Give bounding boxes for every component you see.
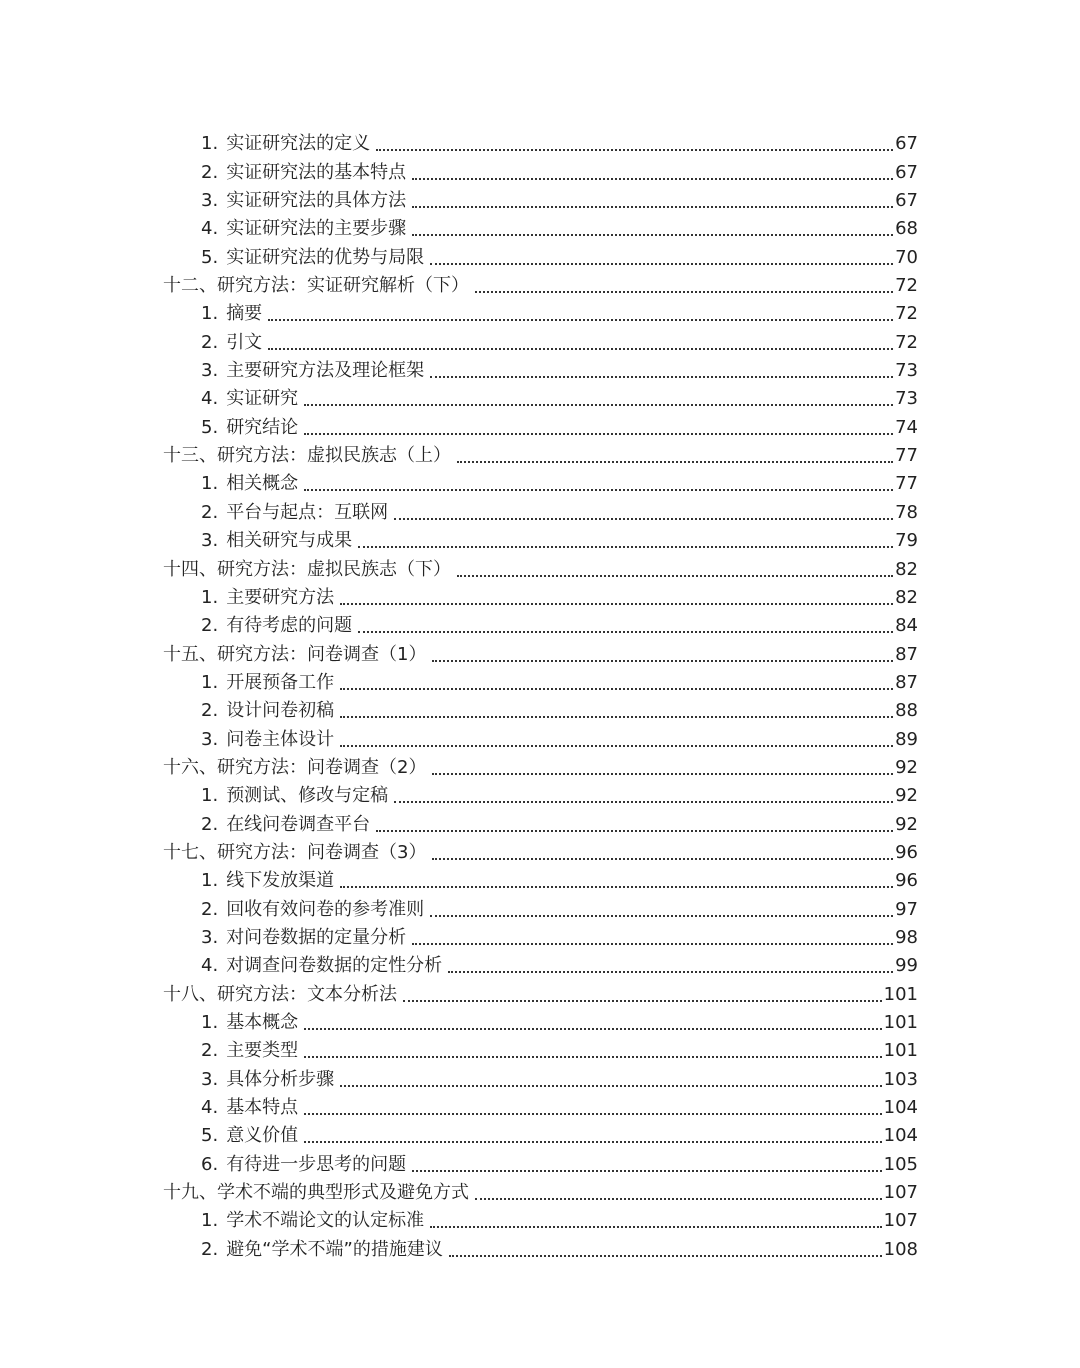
page-number: 104 (883, 1125, 918, 1147)
page-number: 78 (895, 501, 918, 523)
toc-entry[interactable] (163, 272, 918, 300)
dot-leader (432, 858, 893, 860)
toc-entry[interactable] (163, 725, 918, 753)
entry-title: 研究结论 (226, 416, 299, 438)
page-number: 88 (895, 700, 918, 722)
dot-leader (430, 376, 893, 378)
page-number: 107 (883, 1210, 918, 1232)
page-number: 97 (895, 898, 918, 920)
dot-leader (340, 716, 893, 718)
entry-title: 相关概念 (226, 473, 299, 495)
entry-title: 实证研究法的主要步骤 (226, 218, 407, 240)
page-number: 101 (883, 1040, 918, 1062)
toc-entry[interactable] (163, 1094, 918, 1122)
dot-leader (304, 1056, 881, 1058)
toc-entry[interactable] (163, 867, 918, 895)
dot-leader (412, 943, 893, 945)
toc-entry[interactable] (163, 442, 918, 470)
toc-entry[interactable] (163, 1235, 918, 1263)
entry-title: 平台与起点：互联网 (226, 501, 389, 523)
toc-entry[interactable] (163, 640, 918, 668)
page-number: 74 (895, 416, 918, 438)
entry-number: 1. (201, 133, 219, 155)
entry-number: 3. (201, 530, 219, 552)
dot-leader (304, 1113, 881, 1115)
toc-entry[interactable] (163, 555, 918, 583)
toc-entry[interactable] (163, 215, 918, 243)
page-number: 72 (895, 331, 918, 353)
entry-title: 基本特点 (226, 1097, 299, 1119)
page-number: 67 (895, 190, 918, 212)
toc-entry[interactable] (163, 300, 918, 328)
toc-entry[interactable] (163, 980, 918, 1008)
page-number: 103 (883, 1068, 918, 1090)
dot-leader (340, 688, 893, 690)
table-of-contents (163, 130, 918, 1264)
page-number: 72 (895, 275, 918, 297)
toc-entry[interactable] (163, 612, 918, 640)
entry-title: 十五、研究方法：问卷调查（1） (163, 643, 427, 665)
page-number: 87 (895, 671, 918, 693)
toc-entry[interactable] (163, 187, 918, 215)
toc-entry[interactable] (163, 839, 918, 867)
page-number: 99 (895, 955, 918, 977)
entry-title: 在线问卷调查平台 (226, 813, 371, 835)
page-number: 73 (895, 360, 918, 382)
entry-title: 主要研究方法 (226, 586, 335, 608)
toc-entry[interactable] (163, 470, 918, 498)
dot-leader (430, 1226, 881, 1228)
page-number: 84 (895, 615, 918, 637)
dot-leader (412, 206, 893, 208)
entry-title: 问卷主体设计 (226, 728, 335, 750)
dot-leader (376, 149, 893, 151)
page-number: 92 (895, 813, 918, 835)
page-number: 67 (895, 133, 918, 155)
entry-number: 2. (201, 161, 219, 183)
page-number: 89 (895, 728, 918, 750)
dot-leader (358, 546, 893, 548)
entry-number: 6. (201, 1153, 219, 1175)
entry-title: 开展预备工作 (226, 671, 335, 693)
entry-title: 实证研究法的优势与局限 (226, 246, 425, 268)
entry-title: 实证研究法的定义 (226, 133, 371, 155)
page-number: 77 (895, 473, 918, 495)
page-number: 101 (883, 1012, 918, 1033)
toc-entry[interactable] (163, 1122, 918, 1150)
dot-leader (403, 1000, 882, 1002)
dot-leader (394, 518, 893, 520)
toc-entry[interactable] (163, 924, 918, 952)
toc-entry[interactable] (163, 158, 918, 186)
toc-entry[interactable] (163, 1150, 918, 1178)
page-number: 92 (895, 785, 918, 807)
page-number: 68 (895, 218, 918, 240)
page-number: 79 (895, 530, 918, 552)
entry-title: 学术不端论文的认定标准 (226, 1210, 425, 1232)
entry-title: 基本概念 (226, 1012, 299, 1033)
entry-number: 1. (201, 870, 219, 892)
entry-title: 有待进一步思考的问题 (226, 1153, 407, 1175)
entry-number: 4. (201, 1097, 219, 1119)
entry-number: 1. (201, 473, 219, 495)
toc-entry[interactable] (163, 498, 918, 526)
entry-title: 主要类型 (226, 1040, 299, 1062)
dot-leader (432, 660, 893, 662)
page-number: 96 (895, 841, 918, 863)
entry-number: 3. (201, 1068, 219, 1090)
dot-leader (358, 631, 893, 633)
entry-number: 5. (201, 246, 219, 268)
page-number: 108 (883, 1238, 918, 1260)
toc-entry[interactable] (163, 1207, 918, 1235)
entry-title: 主要研究方法及理论框架 (226, 360, 425, 382)
entry-number: 1. (201, 303, 219, 325)
toc-entry[interactable] (163, 895, 918, 923)
toc-entry[interactable] (163, 1009, 918, 1037)
entry-number: 5. (201, 416, 219, 438)
entry-title: 有待考虑的问题 (226, 615, 353, 637)
page-number: 82 (895, 558, 918, 580)
entry-number: 1. (201, 785, 219, 807)
dot-leader (304, 404, 893, 406)
toc-entry[interactable] (163, 669, 918, 697)
entry-title: 避免“学术不端”的措施建议 (226, 1238, 443, 1260)
entry-number: 2. (201, 615, 219, 637)
entry-title: 十八、研究方法：文本分析法 (163, 983, 397, 1005)
page-number: 92 (895, 756, 918, 778)
entry-title: 引文 (226, 331, 263, 353)
entry-title: 摘要 (226, 303, 263, 325)
entry-title: 对调查问卷数据的定性分析 (226, 955, 443, 977)
dot-leader (268, 319, 893, 321)
dot-leader (457, 461, 893, 463)
dot-leader (412, 1170, 881, 1172)
entry-title: 线下发放渠道 (226, 870, 335, 892)
dot-leader (475, 1198, 882, 1200)
dot-leader (340, 603, 893, 605)
entry-title: 十四、研究方法：虚拟民族志（下） (163, 558, 451, 580)
toc-entry[interactable] (163, 243, 918, 271)
toc-entry[interactable] (163, 1065, 918, 1093)
entry-number: 3. (201, 728, 219, 750)
page-number: 107 (883, 1182, 918, 1204)
toc-entry[interactable] (163, 130, 918, 158)
entry-title: 相关研究与成果 (226, 530, 353, 552)
toc-entry[interactable] (163, 527, 918, 555)
dot-leader (475, 291, 893, 293)
entry-number: 4. (201, 388, 219, 410)
page-number: 73 (895, 388, 918, 410)
entry-number: 3. (201, 360, 219, 382)
entry-title: 十九、学术不端的典型形式及避免方式 (163, 1182, 469, 1204)
dot-leader (457, 575, 893, 577)
dot-leader (449, 1255, 882, 1257)
page-number: 87 (895, 643, 918, 665)
entry-title: 十二、研究方法：实证研究解析（下） (163, 275, 469, 297)
entry-number: 4. (201, 218, 219, 240)
dot-leader (304, 1141, 881, 1143)
entry-number: 2. (201, 1040, 219, 1062)
entry-title: 对问卷数据的定量分析 (226, 926, 407, 948)
entry-number: 2. (201, 1238, 219, 1260)
page-number: 72 (895, 303, 918, 325)
entry-number: 3. (201, 926, 219, 948)
dot-leader (340, 1085, 881, 1087)
page-number: 104 (883, 1097, 918, 1119)
entry-title: 十三、研究方法：虚拟民族志（上） (163, 445, 451, 467)
toc-entry[interactable] (163, 413, 918, 441)
entry-number: 2. (201, 813, 219, 835)
entry-title: 回收有效问卷的参考准则 (226, 898, 425, 920)
toc-entry[interactable] (163, 782, 918, 810)
entry-title: 实证研究法的具体方法 (226, 190, 407, 212)
dot-leader (430, 263, 893, 265)
toc-entry[interactable] (163, 697, 918, 725)
toc-entry[interactable] (163, 357, 918, 385)
entry-number: 4. (201, 955, 219, 977)
dot-leader (412, 178, 893, 180)
toc-entry[interactable] (163, 754, 918, 782)
entry-title: 十七、研究方法：问卷调查（3） (163, 841, 427, 863)
entry-number: 2. (201, 501, 219, 523)
page-number: 70 (895, 246, 918, 268)
page-number: 67 (895, 161, 918, 183)
dot-leader (304, 489, 893, 491)
entry-title: 具体分析步骤 (226, 1068, 335, 1090)
dot-leader (376, 830, 893, 832)
entry-number: 1. (201, 586, 219, 608)
dot-leader (304, 1028, 881, 1030)
dot-leader (304, 433, 893, 435)
entry-number: 2. (201, 898, 219, 920)
entry-number: 1. (201, 1210, 219, 1232)
dot-leader (412, 234, 893, 236)
entry-number: 3. (201, 190, 219, 212)
page-number: 96 (895, 870, 918, 892)
page-number: 105 (883, 1153, 918, 1175)
entry-number: 5. (201, 1125, 219, 1147)
entry-title: 实证研究法的基本特点 (226, 161, 407, 183)
page-number: 82 (895, 586, 918, 608)
toc-entry[interactable] (163, 810, 918, 838)
dot-leader (432, 773, 893, 775)
dot-leader (268, 348, 893, 350)
entry-number: 1. (201, 671, 219, 693)
page-number: 101 (883, 983, 918, 1005)
toc-entry[interactable] (163, 1179, 918, 1207)
toc-entry[interactable] (163, 952, 918, 980)
toc-entry[interactable] (163, 584, 918, 612)
toc-entry[interactable] (163, 328, 918, 356)
entry-title: 意义价值 (226, 1125, 299, 1147)
entry-number: 2. (201, 700, 219, 722)
entry-number: 2. (201, 331, 219, 353)
entry-number: 1. (201, 1012, 219, 1033)
dot-leader (448, 971, 893, 973)
toc-entry[interactable] (163, 1037, 918, 1065)
toc-entry[interactable] (163, 385, 918, 413)
entry-title: 设计问卷初稿 (226, 700, 335, 722)
dot-leader (394, 801, 893, 803)
dot-leader (340, 886, 893, 888)
entry-title: 预测试、修改与定稿 (226, 785, 389, 807)
entry-title: 实证研究 (226, 388, 299, 410)
entry-title: 十六、研究方法：问卷调查（2） (163, 756, 427, 778)
dot-leader (340, 745, 893, 747)
dot-leader (430, 915, 893, 917)
page-number: 77 (895, 445, 918, 467)
page-number: 98 (895, 926, 918, 948)
